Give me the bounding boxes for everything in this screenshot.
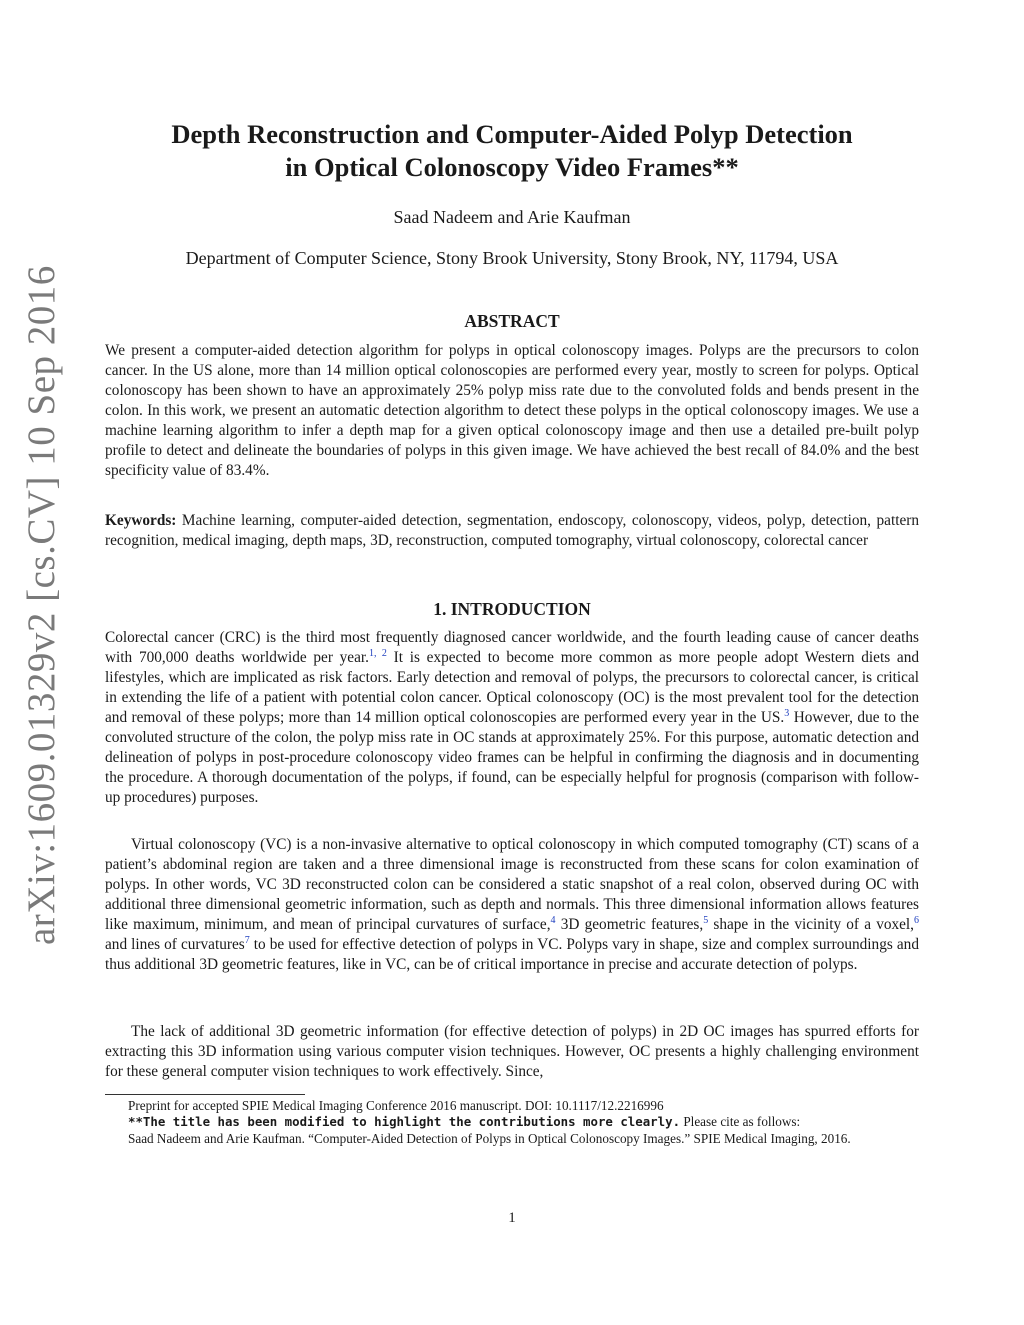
intro-p2-text-a: Virtual colonoscopy (VC) is a non-invasive alternative to optical colonoscopy in which computed tomography (CT) scans of a patient’s abdominal region are taken and a three dimensional image is reconstructed from these scans for colon examination of polyps. In other words, VC 3D reconstructed colon can be considered a static snapshot of a real colon, observed during OC with additional three dimensional geometric information, such as depth and normals. This three dimensional information allows features like maximum, minimum, and mean of principal curvatures of surface,	[105, 836, 919, 933]
footnote-cite-prefix: Please cite as follows:	[680, 1114, 801, 1129]
citation-1-2[interactable]	[369, 648, 387, 659]
intro-p1-text-b: It is expected to become more common as more people adopt Western diets and lifestyles, which are implicated as risk factors. Early detection and removal of polyps, the precursors to colorectal cancer, is critical in extending the life of a patient with potential colon cancer. Optical colonoscopy (OC) is the most prevalent tool for the detection and removal of these polyps; more than 14 million optical colonoscopies are performed every year in the US.	[105, 649, 919, 726]
arxiv-identifier-stamp: arXiv:1609.01329v2 [cs.CV] 10 Sep 2016	[20, 265, 63, 945]
authors: Saad Nadeem and Arie Kaufman	[393, 207, 631, 227]
citation-link-5[interactable]: 5	[703, 915, 709, 926]
abstract-text: We present a computer-aided detection algorithm for polyps in optical colonoscopy images. Polyps are the precursors to colon cancer. In the US alone, more than 14 million optical colonoscopies are performed every year, mostly to screen for polyps. Optical colonoscopy has been shown to have an approximately 25% polyp miss rate due to the convoluted folds and bends present in the colon. In this work, we present an automatic detection algorithm to detect these polyps in the optical colonoscopy images. We use a machine learning algorithm to infer a depth map for a given optical colonoscopy image and then use a detailed pre-built polyp profile to detect and delineate the boundaries of polyps in this given image. We have achieved the best recall of 84.0% and the best specificity value of 83.4%.	[105, 342, 919, 479]
page-number: 1	[508, 1210, 516, 1226]
intro-p2-text-c: shape in the vicinity of a voxel,	[708, 916, 915, 933]
intro-paragraph-1	[105, 628, 919, 808]
footnote-citation: Saad Nadeem and Arie Kaufman. “Computer-Aided Detection of Polyps in Optical Colonoscopy Images.” SPIE Medical Imaging, 2016.	[128, 1131, 851, 1146]
intro-p1-text-c: However, due to the convoluted structure of the colon, the polyp miss rate in OC stands at approximately 25%. For this purpose, automatic detection and delineation of polyps in post-procedure colonoscopy video frames can be helpful in confirming the diagnosis and in documenting the procedure. A thorough documentation of the polyps, if found, can be especially helpful for prognosis (comparison with follow-up procedures) purposes.	[105, 709, 919, 806]
citation-link-2[interactable]: 2	[381, 648, 387, 659]
intro-p2-text-d: and lines of curvatures	[105, 936, 245, 953]
footnote-bold-note: **The title has been modified to highlight the contributions more clearly.	[128, 1114, 681, 1129]
footnote-divider	[105, 1094, 305, 1095]
keywords-label: Keywords:	[105, 512, 177, 529]
citation-link-7[interactable]: 7	[244, 935, 250, 946]
keywords-text: Machine learning, computer-aided detection, segmentation, endoscopy, colonoscopy, videos, polyp, detection, pattern recognition, medical imaging, depth maps, 3D, reconstruction, computed tomography, virtual colonoscopy, colorectal cancer	[105, 512, 919, 549]
intro-p2-text-e: to be used for effective detection of polyps in VC. Polyps vary in shape, size and complex surroundings and thus additional 3D geometric features, like in VC, can be of critical importance in precise and accurate detection of polyps.	[105, 936, 919, 973]
title-line-2: in Optical Colonoscopy Video Frames**	[285, 152, 739, 182]
footnote-preprint: Preprint for accepted SPIE Medical Imaging Conference 2016 manuscript. DOI: 10.1117/12.2216996	[128, 1098, 664, 1113]
abstract-heading: ABSTRACT	[464, 311, 560, 331]
intro-p2-text-b: 3D geometric features,	[555, 916, 704, 933]
footnote-title-note	[128, 1114, 919, 1130]
citation-link-1[interactable]: 1	[368, 648, 374, 659]
keywords	[105, 511, 919, 551]
intro-paragraph-3: The lack of additional 3D geometric information (for effective detection of polyps) in 2D OC images has spurred efforts for extracting this 3D information using various computer vision techniques. However, OC presents a highly challenging environment for these general computer vision techniques to work effectively. Since,	[105, 1023, 919, 1080]
citation-separator: ,	[373, 648, 382, 659]
paper-title	[100, 118, 924, 184]
intro-p1-text-a: Colorectal cancer (CRC) is the third most frequently diagnosed cancer worldwide, and the fourth leading cause of cancer deaths with 700,000 deaths worldwide per year.	[105, 629, 919, 666]
citation-link-6[interactable]: 6	[914, 915, 920, 926]
introduction-heading: 1. INTRODUCTION	[433, 599, 591, 619]
intro-paragraph-2	[105, 835, 919, 975]
affiliation: Department of Computer Science, Stony Brook University, Stony Brook, NY, 11794, USA	[185, 248, 839, 268]
citation-link-4[interactable]: 4	[550, 915, 556, 926]
title-line-1: Depth Reconstruction and Computer-Aided Polyp Detection	[171, 119, 853, 149]
citation-link-3[interactable]: 3	[784, 708, 790, 719]
